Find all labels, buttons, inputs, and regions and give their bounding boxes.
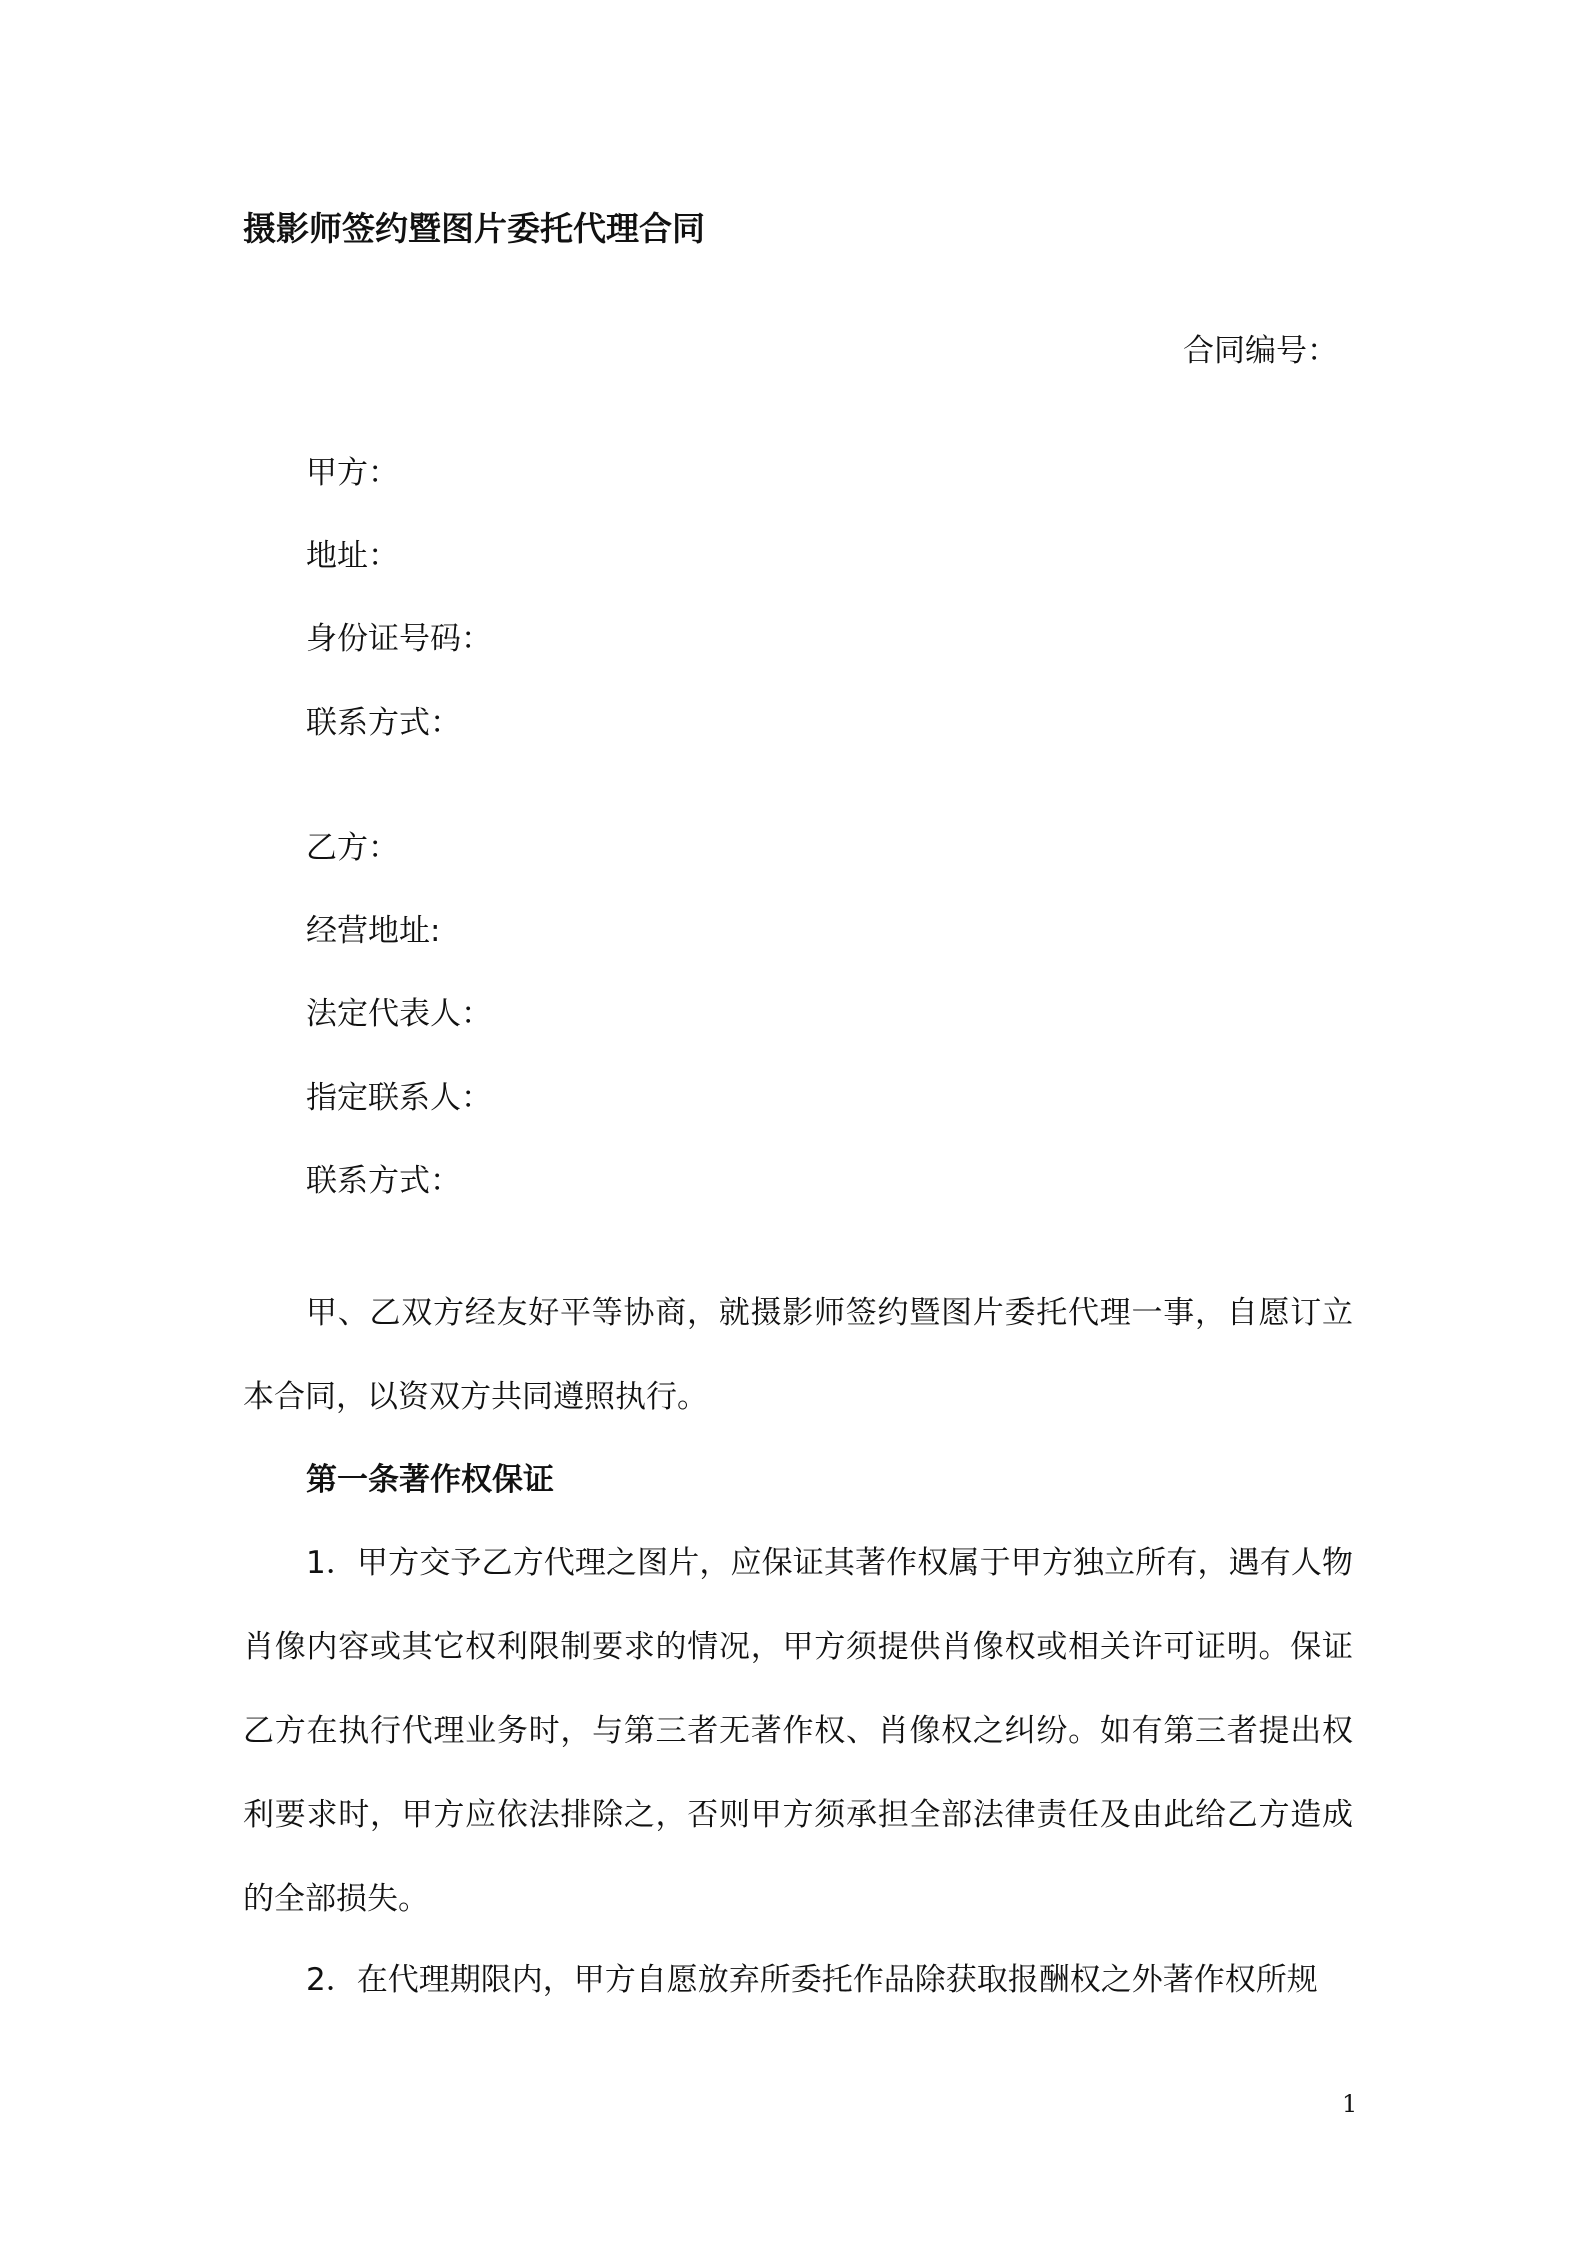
article-1-heading: 第一条著作权保证: [306, 1462, 554, 1498]
party-a-address-label: 地址：: [306, 538, 399, 574]
page-number: 1: [1342, 2090, 1358, 2118]
party-b-designated-contact-label: 指定联系人：: [306, 1080, 492, 1116]
party-a-contact-label: 联系方式：: [306, 705, 461, 741]
article-1-clause-2: 2．在代理期限内，甲方自愿放弃所委托作品除获取报酬权之外著作权所规: [306, 1962, 1318, 1998]
article-1-clause-1: 1．甲方交予乙方代理之图片，应保证其著作权属于甲方独立所有，遇有人物肖像内容或其它权利限制要求的情况，甲方须提供肖像权或相关许可证明。保证乙方在执行代理业务时，与第三者无著作权、肖像权之纠纷。如有第三者提出权利要求时，甲方应依法排除之，否则甲方须承担全部法律责任及由此给乙方造成的全部损失。: [243, 1545, 1353, 1917]
party-b-legal-rep-label: 法定代表人：: [306, 996, 492, 1032]
intro-paragraph: 甲、乙双方经友好平等协商，就摄影师签约暨图片委托代理一事，自愿订立本合同，以资双方共同遵照执行。: [243, 1295, 1353, 1415]
party-b-contact-label: 联系方式：: [306, 1163, 461, 1199]
contract-number-label: 合同编号：: [1183, 333, 1338, 369]
party-a-id-label: 身份证号码：: [306, 621, 492, 657]
document-title: 摄影师签约暨图片委托代理合同: [243, 209, 705, 248]
party-a-name-label: 甲方：: [306, 455, 399, 491]
party-b-name-label: 乙方：: [306, 830, 399, 866]
party-b-business-address-label: 经营地址:: [306, 913, 441, 949]
